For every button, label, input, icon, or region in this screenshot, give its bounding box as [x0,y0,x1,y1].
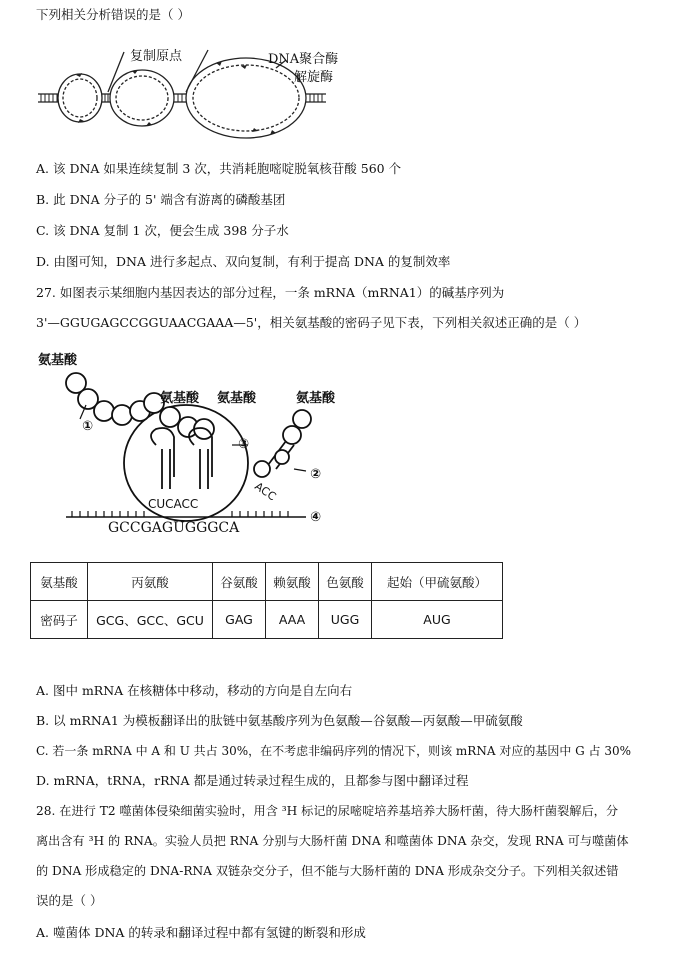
q27-option-d: D. mRNA，tRNA，rRNA 都是通过转录过程生成的，且都参与图中翻译过程 [36,773,469,788]
table-cell: 谷氨酸 [213,563,266,601]
table-cell: AUG [372,601,503,639]
table-row [31,601,503,639]
q28-line-1: 28. 在进行 T2 噬菌体侵染细菌实验时，用含 ³H 标记的尿嘧啶培养基培养大肠杆菌，待大肠杆菌裂解后，分 [36,804,619,818]
table-cell: GAG [213,601,266,639]
table-cell: AAA [266,601,319,639]
label-mrna-sequence: GCCGAGUGGGCA [108,520,240,536]
q27-stem-line1: 27. 如图表示某细胞内基因表达的部分过程，一条 mRNA（mRNA1）的碱基序列为 [36,285,505,300]
table-cell: UGG [319,601,372,639]
table-cell: 起始（甲硫氨酸） [372,563,503,601]
table-cell: 密码子 [31,601,88,639]
q28-line-4: 误的是（ ） [36,893,103,908]
label-trna-anticodon: ACC [252,479,279,504]
label-circle-2: ② [310,467,322,482]
q26-stem: 下列相关分析错误的是（ ） [36,7,190,22]
q27-option-b: B. 以 mRNA1 为模板翻译出的肽链中氨基酸序列为色氨酸—谷氨酸—丙氨酸—甲硫氨酸 [36,713,523,728]
table-cell: 色氨酸 [319,563,372,601]
label-replication-origin: 复制原点 [130,49,183,64]
translation-figure [36,345,346,545]
q28-line-3: 的 DNA 形成稳定的 DNA-RNA 双链杂交分子，但不能与大肠杆菌的 DNA 形成杂交分子。下列相关叙述错 [36,864,619,878]
label-amino-acid-mid2: 氨基酸 [217,391,257,406]
table-cell: 氨基酸 [31,563,88,601]
q28-line-2: 离出含有 ³H 的 RNA。实验人员把 RNA 分别与大肠杆菌 DNA 和噬菌体 DNA 杂交，发现 RNA 可与噬菌体 [36,834,629,848]
table-cell: GCG、GCC、GCU [88,601,213,639]
label-circle-4: ④ [310,510,322,525]
q27-option-c: C. 若一条 mRNA 中 A 和 U 共占 30%，在不考虑非编码序列的情况下，则该 mRNA 对应的基因中 G 占 30% [36,744,632,758]
q26-option-a: A. 该 DNA 如果连续复制 3 次，共消耗胞嘧啶脱氧核苷酸 560 个 [36,161,402,176]
label-amino-acid-top: 氨基酸 [38,353,78,368]
q27-stem-line2: 3'—GGUGAGCCGGUAACGAAA—5'，相关氨基酸的密码子见下表，下列相关叙述正确的是（ ） [36,315,587,330]
table-cell: 赖氨酸 [266,563,319,601]
label-amino-acid-mid1: 氨基酸 [160,391,200,406]
label-helicase: 解旋酶 [294,70,334,85]
q28-option-a: A. 噬菌体 DNA 的转录和翻译过程中都有氢键的断裂和形成 [36,925,366,940]
q26-option-b: B. 此 DNA 分子的 5' 端含有游离的磷酸基团 [36,192,286,207]
label-circle-1: ① [82,419,94,434]
q26-option-d: D. 由图可知，DNA 进行多起点、双向复制，有利于提高 DNA 的复制效率 [36,254,451,269]
q26-option-c: C. 该 DNA 复制 1 次，便会生成 398 分子水 [36,223,289,238]
label-amino-acid-right: 氨基酸 [296,391,336,406]
table-row [31,563,503,601]
label-anticodon: CUCACC [148,497,199,511]
label-dna-polymerase: DNA聚合酶 [268,52,339,67]
table-cell: 丙氨酸 [88,563,213,601]
q27-option-a: A. 图中 mRNA 在核糖体中移动，移动的方向是自左向右 [36,683,353,698]
codon-table [30,562,503,639]
label-circle-3: ③ [238,437,250,452]
